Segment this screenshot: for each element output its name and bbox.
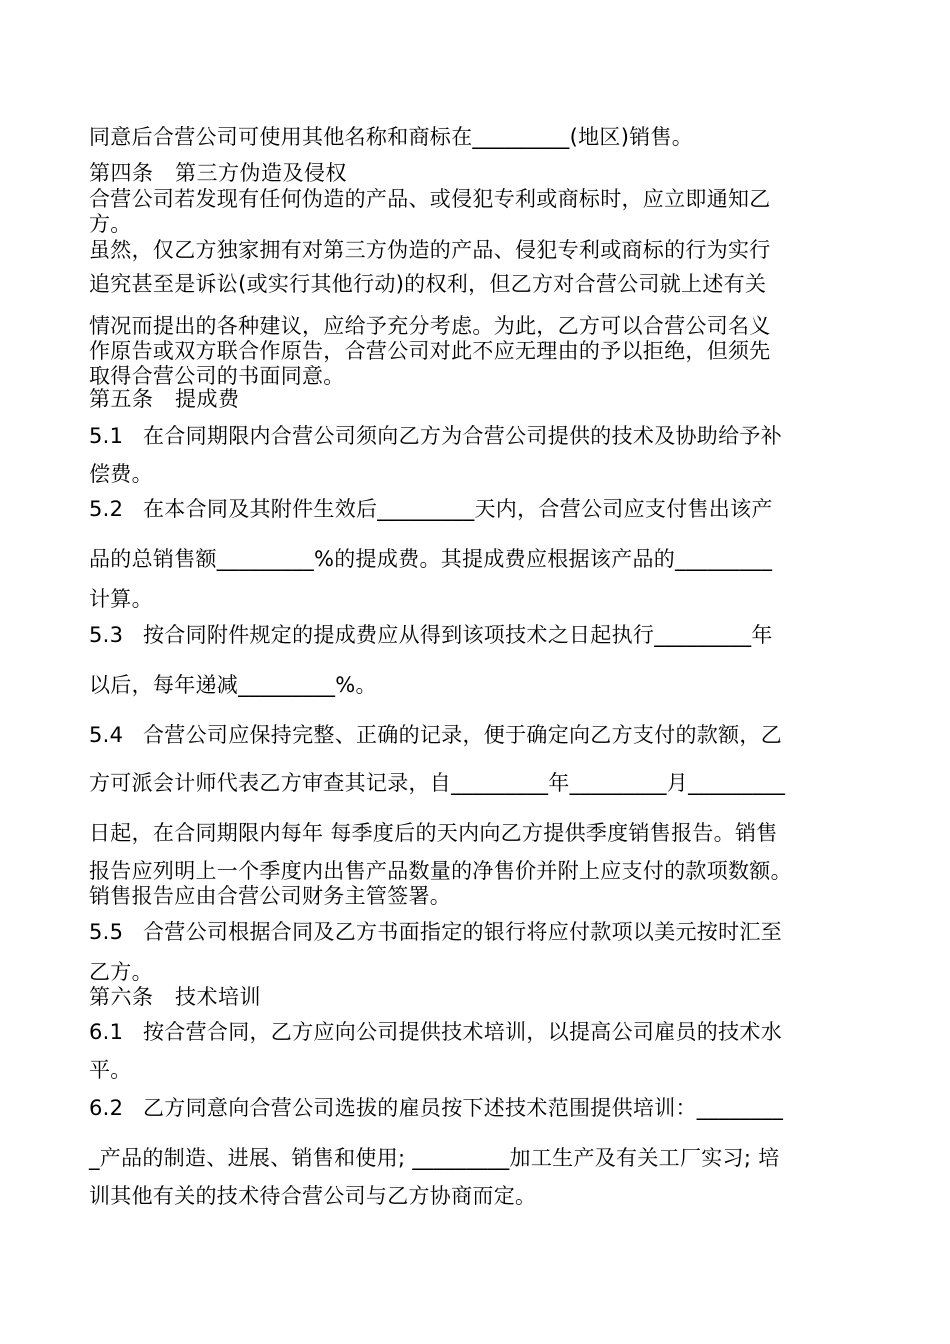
clause-number: 6.2 (89, 1096, 124, 1120)
clause-5-1 (89, 422, 782, 450)
clause-6-2 (89, 1094, 783, 1122)
clause-text: 合营公司根据合同及乙方书面指定的银行将应付款项以美元按时汇至 (143, 920, 782, 944)
text-line: 作原告或双方联合作原告，合营公司对此不应无理由的予以拒绝，但须先 (89, 339, 771, 363)
text-line: 以后，每年递减_________%。 (89, 673, 377, 697)
clause-number: 6.1 (89, 1020, 124, 1044)
text-line: 训其他有关的技术待合营公司与乙方协商而定。 (89, 1184, 537, 1208)
clause-text: 按合同附件规定的提成费应从得到该项技术之日起执行_________年 (143, 623, 773, 647)
clause-5-2 (89, 495, 773, 523)
text-line: 品的总销售额_________%的提成费。其提成费应根据该产品的_________ (89, 547, 773, 571)
clause-number: 5.1 (89, 424, 124, 448)
text-line: 销售报告应由合营公司财务主管签署。 (89, 884, 452, 908)
clause-text: 按合营合同，乙方应向公司提供技术培训，以提高公司雇员的技术水 (143, 1020, 782, 1044)
text-line: 虽然，仅乙方独家拥有对第三方伪造的产品、侵犯专利或商标的行为实行 (89, 238, 771, 262)
clause-number: 5.4 (89, 723, 124, 747)
text-line: 追究甚至是诉讼(或实行其他行动)的权利，但乙方对合营公司就上述有关 (89, 272, 767, 296)
text-line: 合营公司若发现有任何伪造的产品、或侵犯专利或商标时，应立即通知乙 (89, 187, 771, 211)
article-4-heading: 第四条 第三方伪造及侵权 (89, 161, 347, 185)
text-line: 取得合营公司的书面同意。 (89, 364, 345, 388)
clause-6-1 (89, 1018, 782, 1046)
text-line: 方可派会计师代表乙方审查其记录，自_________年_________月_________ (89, 771, 786, 795)
clause-5-4 (89, 721, 782, 749)
clause-5-3 (89, 621, 773, 649)
text-line: 报告应列明上一个季度内出售产品数量的净售价并附上应支付的款项数额。 (89, 859, 792, 883)
text-line: 计算。 (89, 587, 153, 611)
clause-number: 5.2 (89, 497, 124, 521)
clause-text: 乙方同意向合营公司选拔的雇员按下述技术范围提供培训：________ (143, 1096, 784, 1120)
clause-5-5 (89, 918, 782, 946)
article-6-heading: 第六条 技术培训 (89, 985, 261, 1009)
text-line: 偿费。 (89, 462, 153, 486)
article-5-heading: 第五条 提成费 (89, 387, 240, 411)
text-line: 情况而提出的各种建议，应给予充分考虑。为此，乙方可以合营公司名义 (89, 314, 771, 338)
clause-number: 5.5 (89, 920, 124, 944)
clause-text: 合营公司应保持完整、正确的记录，便于确定向乙方支付的款额，乙 (143, 723, 782, 747)
clause-text: 在本合同及其附件生效后_________天内，合营公司应支付售出该产 (143, 497, 773, 521)
text-line: 日起，在合同期限内每年 每季度后的天内向乙方提供季度销售报告。销售 (89, 821, 778, 845)
clause-number: 5.3 (89, 623, 124, 647)
text-line: _产品的制造、进展、销售和使用; _________加工生产及有关工厂实习; 培 (89, 1146, 780, 1170)
text-line: 同意后合营公司可使用其他名称和商标在_________(地区)销售。 (89, 125, 694, 149)
text-line: 乙方。 (89, 960, 153, 984)
text-line: 方。 (89, 212, 132, 236)
clause-text: 在合同期限内合营公司须向乙方为合营公司提供的技术及协助给予补 (143, 424, 782, 448)
text-line: 平。 (89, 1058, 132, 1082)
